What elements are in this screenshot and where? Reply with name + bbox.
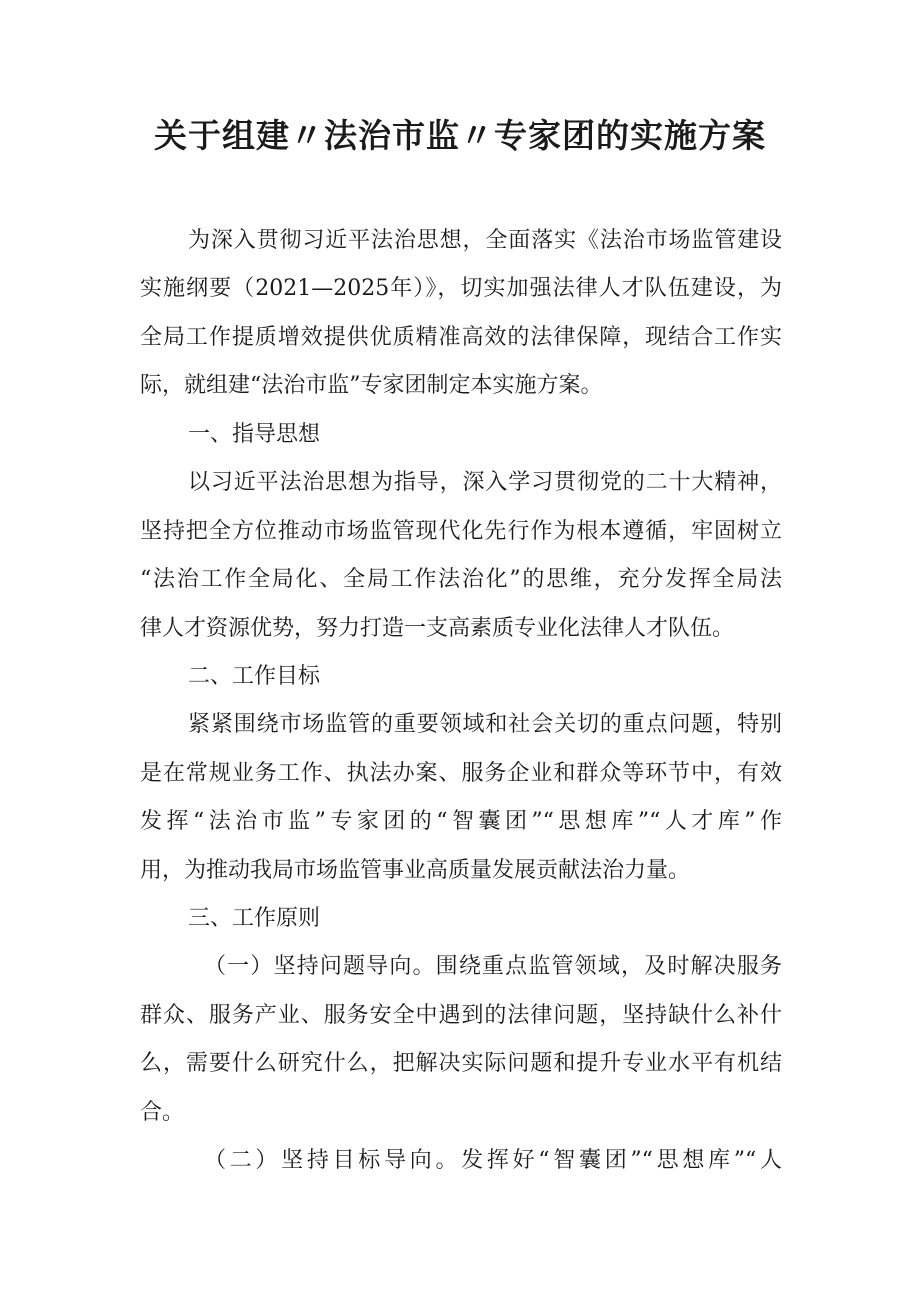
paragraph-line: 紧紧围绕市场监管的重要领域和社会关切的重点问题，特别 (188, 712, 782, 737)
section-heading: 一、指导思想 (188, 422, 321, 447)
paragraph-line: 是在常规业务工作、执法办案、服务企业和群众等环节中，有效 (140, 761, 782, 786)
paragraph-line: 发挥“法治市监”专家团的“智囊团”“思想库”“人才库”作 (140, 809, 782, 834)
paragraph-line: “法治工作全局化、全局工作法治化”的思维，充分发挥全局法 (140, 567, 782, 592)
paragraph-line: 律人才资源优势，努力打造一支高素质专业化法律人才队伍。 (140, 616, 735, 641)
paragraph-line: 际，就组建“法治市监”专家团制定本实施方案。 (140, 373, 603, 398)
paragraph-line: （一）坚持问题导向。围绕重点监管领域，及时解决服务 (204, 954, 782, 979)
section-heading: 三、工作原则 (188, 906, 321, 931)
paragraph-line: 全局工作提质增效提供优质精准高效的法律保障，现结合工作实 (140, 325, 782, 350)
paragraph-line: 用，为推动我局市场监管事业高质量发展贡献法治力量。 (140, 858, 691, 883)
paragraph-line: （二）坚持目标导向。发挥好“智囊团”“思想库”“人 (204, 1148, 782, 1173)
document-title: 关于组建〃法治市监〃专家团的实施方案 (154, 116, 766, 155)
paragraph-line: 么，需要什么研究什么，把解决实际问题和提升专业水平有机结 (140, 1051, 782, 1076)
paragraph-line: 坚持把全方位推动市场监管现代化先行作为根本遵循，牢固树立 (140, 519, 782, 544)
paragraph-line: 为深入贯彻习近平法治思想，全面落实《法治市场监管建设 (188, 228, 782, 253)
paragraph-line: 群众、服务产业、服务安全中遇到的法律问题，坚持缺什么补什 (140, 1003, 782, 1028)
paragraph-line: 实施纲要（2021—2025年）》，切实加强法律人才队伍建设，为 (140, 276, 782, 301)
section-heading: 二、工作目标 (188, 664, 321, 689)
paragraph-line: 以习近平法治思想为指导，深入学习贯彻党的二十大精神， (188, 470, 782, 495)
paragraph-line: 合。 (140, 1100, 185, 1125)
